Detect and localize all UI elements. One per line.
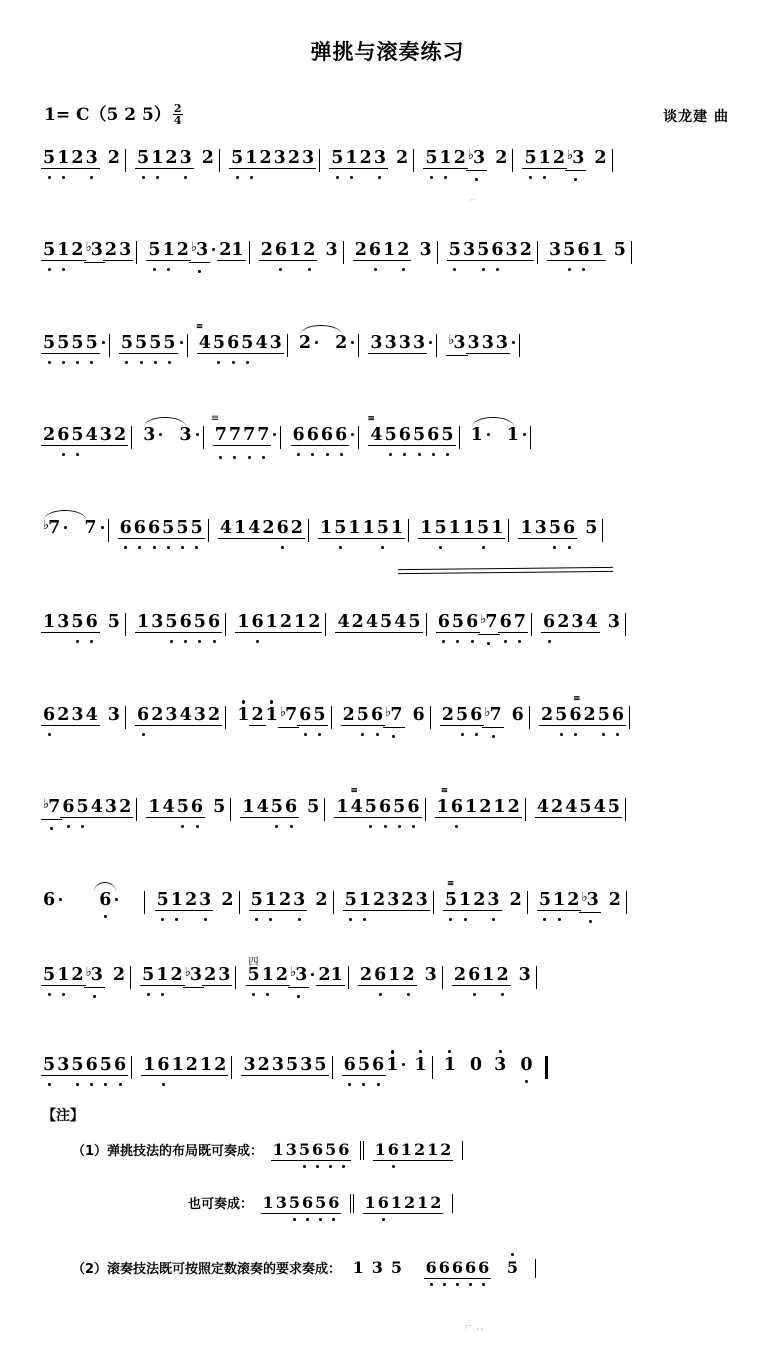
barline — [527, 891, 528, 914]
barline — [631, 241, 632, 264]
score-line-2 — [42, 240, 734, 286]
footnote-2-music: 1 3 5 6 6 6 6 6 5 — [352, 1258, 540, 1277]
barline — [108, 519, 109, 542]
measure: 6 2 3 4 3 — [543, 612, 620, 632]
barline — [219, 149, 220, 172]
measure: 3 0 — [494, 1055, 533, 1075]
measure: 5 1 2 ♭3 21 — [148, 240, 244, 260]
measure: 1 4 5 6 5 — [242, 797, 320, 817]
barline — [187, 334, 188, 357]
footnote-1-label: （1）弹挑技法的布局既可奏成： — [72, 1144, 264, 1159]
barline — [508, 519, 509, 542]
measure: 5 1 2 ♭3 2 — [425, 148, 508, 168]
barline — [131, 426, 132, 449]
barline — [125, 613, 126, 636]
barline — [358, 334, 359, 357]
measure: 5 1 2 3 2 — [43, 148, 120, 168]
barline — [324, 798, 325, 821]
key-signature — [44, 100, 183, 127]
score-line-1 — [42, 148, 734, 194]
barline — [358, 426, 359, 449]
barline — [442, 966, 443, 989]
barline — [537, 241, 538, 264]
measure: 5 1 2 ♭3 2 3 — [43, 240, 132, 260]
phrase-line — [398, 567, 613, 574]
measure: ≡ 7 7 7 7 — [214, 425, 277, 445]
score-line-9 — [42, 879, 734, 936]
barline — [332, 1056, 333, 1079]
measure: 5 5 5 5 — [120, 333, 183, 353]
measure: ≡ 4 5 6 5 4 3 — [195, 322, 282, 353]
measure: 6 2 3 4 3 2 — [137, 705, 221, 725]
measure: ≡ 1 6 1 2 1 2 — [436, 786, 520, 817]
barline — [437, 241, 438, 264]
barline — [136, 241, 137, 264]
measure: ≡ 4 5 6 5 6 5 — [367, 414, 454, 445]
barline — [230, 798, 231, 821]
measure: ♭3 3 3 3 — [447, 333, 515, 355]
score-line-3 — [42, 322, 734, 379]
measure: ♭7 7 — [42, 518, 104, 540]
paper-smudge: ⌐ — [470, 195, 476, 206]
barline — [436, 334, 437, 357]
measure: 5 3 5 6 5 6 — [43, 1055, 127, 1075]
measure: 5 5 5 5 — [42, 333, 105, 353]
barline — [426, 613, 427, 636]
barline — [413, 149, 414, 172]
barline — [287, 334, 288, 357]
barline — [430, 706, 431, 729]
barline — [249, 241, 250, 264]
repeat-end-barline — [543, 1056, 549, 1079]
barline — [109, 334, 110, 357]
measure: 5 1 2 3 2 — [250, 890, 328, 910]
measure: 2 5 6 ♭7 6 — [342, 705, 425, 725]
measure: 6 5 6 1 1 — [343, 1055, 427, 1075]
measure: 6 6 6 5 5 5 — [119, 518, 203, 538]
measure: 1 1 — [470, 425, 526, 445]
footnote-2-label: （2）滚奏技法既可按照定数滚奏的要求奏成： — [72, 1262, 342, 1277]
barline — [231, 1056, 232, 1079]
measure: 1 6 1 2 1 2 — [143, 1055, 227, 1075]
barline — [239, 891, 240, 914]
barline — [629, 706, 630, 729]
measure: 四 5 1 2 ♭3 21 — [247, 957, 343, 985]
key-signature-text: 1= C（5 2 5） — [44, 105, 171, 125]
measure: 5 1 2 ♭3 2 — [524, 148, 607, 168]
measure: 1 3 5 6 5 — [520, 518, 598, 538]
measure: 6 — [98, 890, 118, 910]
measure: 5 1 2 3 2 3 — [344, 890, 428, 910]
measure: 5 1 2 3 2 — [331, 148, 409, 168]
barline — [425, 798, 426, 821]
barline — [625, 798, 626, 821]
measure: 1 3 5 6 5 6 — [137, 612, 221, 632]
measure: 5 3 5 6 3 2 — [448, 240, 532, 260]
measure: 2 6 1 2 3 — [453, 965, 531, 985]
measure: 1 6 1 2 1 2 — [237, 612, 321, 632]
barline — [433, 891, 434, 914]
barline — [225, 613, 226, 636]
measure: 4 2 4 5 4 5 — [337, 612, 421, 632]
measure: 6 5 6 ♭7 6 7 — [437, 612, 526, 632]
barline — [512, 149, 513, 172]
score-line-11 — [42, 1055, 734, 1101]
measure: 2 6 5 4 3 2 — [43, 425, 127, 445]
score-line-10 — [42, 957, 734, 1011]
barline — [333, 891, 334, 914]
score-line-5 — [42, 518, 734, 564]
measure: 3 2 3 5 3 5 — [243, 1055, 327, 1075]
footnote-1 — [72, 1140, 467, 1160]
barline — [529, 706, 530, 729]
measure: 2 5 6 ♭7 6 — [441, 705, 524, 725]
measure: 5 1 2 ♭3 2 — [43, 965, 126, 985]
measure: 3 3 — [142, 425, 198, 445]
score-line-6 — [42, 612, 734, 658]
measure: 6 2 3 4 3 — [43, 705, 120, 725]
measure: 2 6 1 2 3 — [260, 240, 338, 260]
barline — [319, 149, 320, 172]
measure: 1 5 1 1 5 1 — [420, 518, 504, 538]
measure: 2 2 — [298, 333, 354, 353]
measure: 3 5 6 1 5 — [548, 240, 626, 260]
paper-smudge: ⌐ ‥ — [465, 1318, 485, 1333]
barline — [432, 1056, 433, 1079]
barline — [536, 966, 537, 989]
footnote-1-alt-label: 也可奏成： — [188, 1197, 254, 1212]
barline — [612, 149, 613, 172]
barline — [408, 519, 409, 542]
barline — [525, 798, 526, 821]
measure: 1 5 1 1 5 1 — [320, 518, 404, 538]
barline — [144, 891, 145, 914]
measure: 1 3 5 6 5 — [43, 612, 120, 632]
barline — [225, 706, 226, 729]
measure: 5 1 2 3 2 — [137, 148, 214, 168]
barline — [531, 613, 532, 636]
barline — [136, 798, 137, 821]
measure: 2 6 1 2 3 — [359, 965, 437, 985]
barline — [208, 519, 209, 542]
measure: 5 1 2 3 2 — [156, 890, 234, 910]
barline — [602, 519, 603, 542]
measure: 5 1 2 ♭3 2 — [538, 890, 621, 910]
footnote-1-alt — [188, 1193, 457, 1213]
barline — [325, 613, 326, 636]
score-line-7 — [42, 694, 734, 751]
footnotes-heading: 【注】 — [42, 1108, 84, 1124]
barline — [203, 426, 204, 449]
barline — [625, 613, 626, 636]
measure: 1 2 1 ♭7 6 5 — [237, 705, 326, 725]
score-line-4 — [42, 413, 734, 471]
measure: 3 3 3 3 — [369, 333, 432, 353]
measure: ♭7 6 5 4 3 2 — [43, 797, 132, 817]
barline — [459, 426, 460, 449]
measure: 4 2 4 5 4 5 — [536, 797, 620, 817]
measure: 1 0 — [443, 1055, 483, 1075]
barline — [235, 966, 236, 989]
barline — [626, 891, 627, 914]
barline — [125, 706, 126, 729]
barline — [130, 966, 131, 989]
barline — [348, 966, 349, 989]
measure: 5 1 2 3 2 3 — [231, 148, 315, 168]
composer-credit: 谈龙建 曲 — [663, 109, 729, 125]
barline — [530, 426, 531, 449]
barline — [519, 334, 520, 357]
measure: 6 6 6 6 — [292, 425, 355, 445]
barline — [280, 426, 281, 449]
measure: ≡ 5 1 2 3 2 — [444, 879, 522, 910]
measure: 4 1 4 2 6 2 — [219, 518, 303, 538]
measure: 2 6 1 2 3 — [354, 240, 432, 260]
barline — [343, 241, 344, 264]
measure: ≡ 1 4 5 6 5 6 — [336, 786, 420, 817]
barline — [308, 519, 309, 542]
measure: ≡ 2 5 6 2 5 6 — [540, 694, 625, 725]
barline — [125, 149, 126, 172]
measure: 5 1 2 ♭3 2 3 — [142, 965, 231, 985]
measure: 1 4 5 6 5 — [148, 797, 226, 817]
footnote-1-music: 1 3 5 6 5 6 1 6 1 2 1 2 — [272, 1140, 467, 1159]
footnote-2 — [72, 1258, 540, 1278]
score-line-8 — [42, 786, 734, 843]
measure: 6 — [42, 890, 62, 910]
barline — [131, 1056, 132, 1079]
footnote-1-alt-music: 1 3 5 6 5 6 1 6 1 2 1 2 — [262, 1193, 457, 1212]
page-title: 弹挑与滚奏练习 — [310, 40, 465, 64]
barline — [331, 706, 332, 729]
time-signature: $\frac{2}{4}$ — [173, 102, 182, 127]
